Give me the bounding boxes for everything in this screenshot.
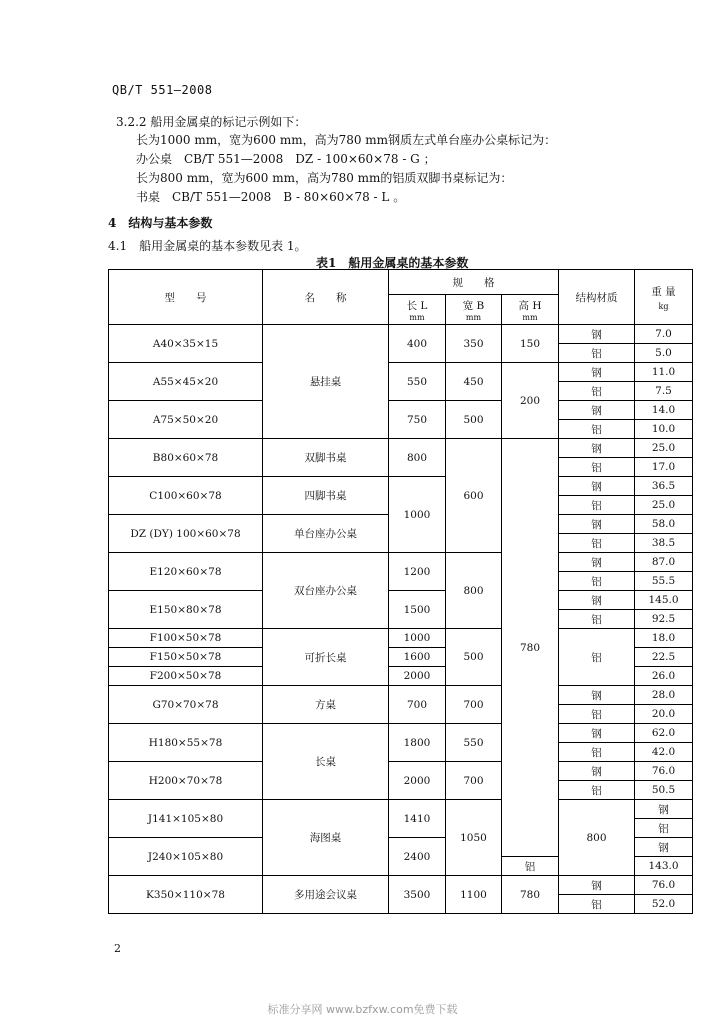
weight-cell: 5.0 (635, 344, 693, 363)
name-cell: 双台座办公桌 (263, 553, 389, 629)
length-cell: 1000 (389, 477, 446, 553)
length-cell: 1410 (389, 800, 446, 838)
name-cell: 海图桌 (263, 800, 389, 876)
material-cell: 铝 (559, 610, 635, 629)
material-cell: 钢 (559, 363, 635, 382)
height-cell: 150 (502, 325, 559, 363)
width-cell: 500 (446, 401, 502, 439)
model-cell: E150×80×78 (109, 591, 263, 629)
weight-cell: 55.5 (635, 572, 693, 591)
width-cell: 1100 (446, 876, 502, 914)
model-cell: B80×60×78 (109, 439, 263, 477)
material-cell: 钢 (559, 553, 635, 572)
material-cell: 钢 (559, 686, 635, 705)
weight-cell: 10.0 (635, 420, 693, 439)
material-cell: 铝 (559, 420, 635, 439)
header-height: 高 H mm (502, 295, 559, 325)
material-cell: 铝 (635, 819, 693, 838)
name-cell: 双脚书桌 (263, 439, 389, 477)
parameter-table (108, 269, 693, 914)
weight-cell: 25.0 (635, 439, 693, 458)
height-cell: 780 (502, 876, 559, 914)
material-cell: 钢 (635, 838, 693, 857)
weight-cell: 52.0 (635, 895, 693, 914)
material-cell: 铝 (559, 344, 635, 363)
length-cell: 400 (389, 325, 446, 363)
length-cell: 2000 (389, 667, 446, 686)
weight-cell: 50.5 (635, 781, 693, 800)
header-length: 长 L mm (389, 295, 446, 325)
material-cell: 铝 (559, 705, 635, 724)
name-cell: 单台座办公桌 (263, 515, 389, 553)
weight-cell: 143.0 (635, 857, 693, 876)
material-cell: 钢 (559, 439, 635, 458)
weight-cell: 26.0 (635, 667, 693, 686)
model-cell: A75×50×20 (109, 401, 263, 439)
weight-cell: 76.0 (635, 762, 693, 781)
model-cell: F200×50×78 (109, 667, 263, 686)
model-cell: A55×45×20 (109, 363, 263, 401)
model-cell: H180×55×78 (109, 724, 263, 762)
length-cell: 700 (389, 686, 446, 724)
model-cell: C100×60×78 (109, 477, 263, 515)
material-cell: 钢 (559, 762, 635, 781)
weight-cell: 58.0 (635, 515, 693, 534)
material-cell: 钢 (559, 401, 635, 420)
material-cell: 铝 (502, 857, 559, 876)
weight-cell: 20.0 (635, 705, 693, 724)
length-cell: 1200 (389, 553, 446, 591)
clause-322-heading: 3.2.2 船用金属桌的标记示例如下： (116, 115, 307, 129)
model-cell: A40×35×15 (109, 325, 263, 363)
page-number: 2 (114, 942, 121, 955)
model-cell: DZ (DY) 100×60×78 (109, 515, 263, 553)
section-4-heading: 4 结构与基本参数 (108, 216, 213, 230)
material-cell: 钢 (559, 477, 635, 496)
material-cell: 钢 (559, 591, 635, 610)
model-cell: J240×105×80 (109, 838, 263, 876)
weight-cell: 11.0 (635, 363, 693, 382)
header-weight: 重 量 kg (635, 270, 693, 325)
material-cell: 钢 (635, 800, 693, 819)
weight-cell: 87.0 (635, 553, 693, 572)
material-cell: 铝 (559, 572, 635, 591)
weight-cell: 7.0 (635, 325, 693, 344)
model-cell: G70×70×78 (109, 686, 263, 724)
weight-cell: 92.5 (635, 610, 693, 629)
width-cell: 550 (446, 724, 502, 762)
width-cell: 450 (446, 363, 502, 401)
length-cell: 1500 (389, 591, 446, 629)
material-cell: 铝 (559, 534, 635, 553)
weight-cell: 38.5 (635, 534, 693, 553)
weight-cell: 25.0 (635, 496, 693, 515)
width-cell: 1050 (446, 800, 502, 876)
weight-cell: 22.5 (635, 648, 693, 667)
width-cell: 500 (446, 629, 502, 686)
length-cell: 1600 (389, 648, 446, 667)
height-cell: 800 (559, 800, 635, 876)
weight-cell: 17.0 (635, 458, 693, 477)
length-cell: 3500 (389, 876, 446, 914)
name-cell: 四脚书桌 (263, 477, 389, 515)
weight-cell: 36.5 (635, 477, 693, 496)
weight-cell: 7.5 (635, 382, 693, 401)
weight-cell: 76.0 (635, 876, 693, 895)
length-cell: 1800 (389, 724, 446, 762)
model-cell: K350×110×78 (109, 876, 263, 914)
material-cell: 铝 (559, 629, 635, 686)
weight-cell: 62.0 (635, 724, 693, 743)
watermark: 标准分享网 www.bzfxw.com免费下载 (267, 1003, 458, 1016)
material-cell: 铝 (559, 781, 635, 800)
model-cell: F100×50×78 (109, 629, 263, 648)
material-cell: 钢 (559, 876, 635, 895)
header-name: 名 称 (263, 270, 389, 325)
weight-cell: 42.0 (635, 743, 693, 762)
clause-41-text: 4.1 船用金属桌的基本参数见表 1。 (108, 239, 307, 253)
length-cell: 550 (389, 363, 446, 401)
length-cell: 800 (389, 439, 446, 477)
length-cell: 2000 (389, 762, 446, 800)
example2-mark: 书桌 CB/T 551—2008 B - 80×60×78 - L 。 (136, 190, 406, 204)
name-cell: 多用途会议桌 (263, 876, 389, 914)
material-cell: 钢 (559, 325, 635, 344)
height-cell: 200 (502, 363, 559, 439)
width-cell: 350 (446, 325, 502, 363)
material-cell: 钢 (559, 724, 635, 743)
name-cell: 悬挂桌 (263, 325, 389, 439)
header-spec: 规 格 (389, 270, 559, 295)
length-cell: 750 (389, 401, 446, 439)
weight-cell: 145.0 (635, 591, 693, 610)
material-cell: 铝 (559, 458, 635, 477)
name-cell: 可折长桌 (263, 629, 389, 686)
name-cell: 长桌 (263, 724, 389, 800)
material-cell: 铝 (559, 496, 635, 515)
name-cell: 方桌 (263, 686, 389, 724)
width-cell: 700 (446, 762, 502, 800)
header-material: 结构材质 (559, 270, 635, 325)
model-cell: J141×105×80 (109, 800, 263, 838)
model-cell: E120×60×78 (109, 553, 263, 591)
weight-cell: 18.0 (635, 629, 693, 648)
model-cell: F150×50×78 (109, 648, 263, 667)
weight-cell: 28.0 (635, 686, 693, 705)
length-cell: 1000 (389, 629, 446, 648)
example1-description: 长为1000 mm，宽为600 mm，高为780 mm钢质左式单台座办公桌标记为： (136, 133, 557, 147)
model-cell: H200×70×78 (109, 762, 263, 800)
example2-description: 长为800 mm，宽为600 mm，高为780 mm的铝质双脚书桌标记为： (136, 171, 513, 185)
material-cell: 铝 (559, 743, 635, 762)
header-model: 型 号 (109, 270, 263, 325)
header-width: 宽 B mm (446, 295, 502, 325)
standard-header: QB/T 551—2008 (112, 83, 213, 97)
height-cell: 780 (502, 439, 559, 857)
material-cell: 铝 (559, 895, 635, 914)
example1-mark: 办公桌 CB/T 551—2008 DZ - 100×60×78 - G ； (136, 152, 436, 166)
table-caption: 表1 船用金属桌的基本参数 (316, 256, 469, 270)
length-cell: 2400 (389, 838, 446, 876)
material-cell: 铝 (559, 382, 635, 401)
width-cell: 700 (446, 686, 502, 724)
material-cell: 钢 (559, 515, 635, 534)
width-cell: 800 (446, 553, 502, 629)
width-cell: 600 (446, 439, 502, 553)
weight-cell: 14.0 (635, 401, 693, 420)
